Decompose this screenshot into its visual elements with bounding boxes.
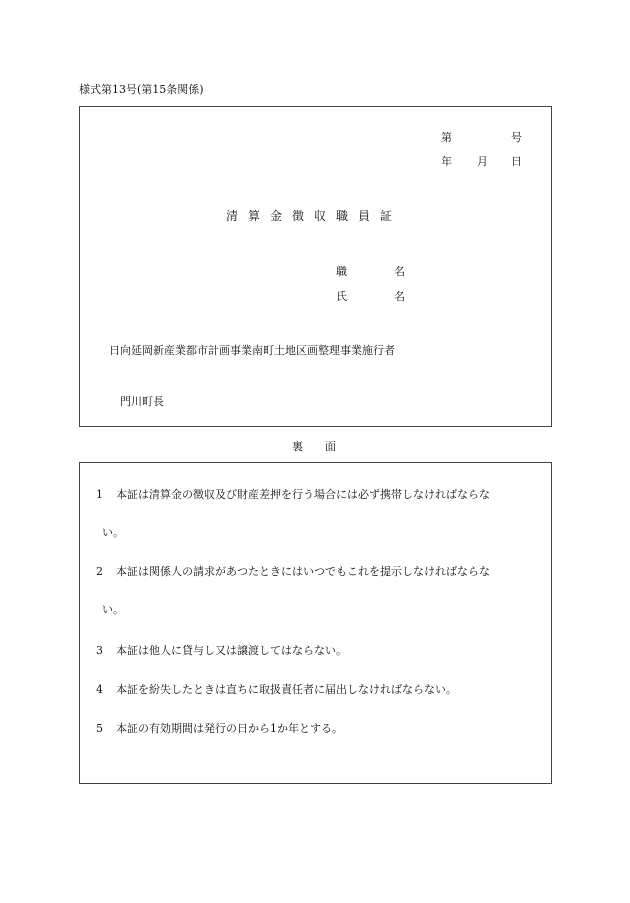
- item-text: 本証は関係人の請求があつたときにはいつでもこれを提示しなければならな: [116, 565, 490, 578]
- item-text: 本証を紛失したときは直ちに取扱責任者に届出しなければならない。: [116, 683, 457, 696]
- item-number: 2: [96, 565, 103, 578]
- mayor: 門川町長: [120, 395, 164, 408]
- list-item: [96, 681, 457, 697]
- back-heading: 裏 面: [292, 440, 336, 453]
- item-number: 4: [96, 683, 103, 696]
- item-text: 本証の有効期間は発行の日から1か年とする。: [116, 722, 343, 735]
- name-label-2: 名: [394, 290, 405, 303]
- item-text-cont: い。: [102, 603, 124, 616]
- date-month: 月: [477, 155, 488, 168]
- name-label-1: 氏: [336, 290, 347, 303]
- form-label: 様式第13号(第15条関係): [79, 83, 204, 96]
- list-item-continuation: [102, 601, 124, 617]
- item-text: 本証は他人に貸与し又は譲渡してはならない。: [116, 644, 347, 657]
- date-year: 年: [441, 155, 452, 168]
- list-item: [96, 563, 490, 579]
- list-item: [96, 642, 347, 658]
- item-number: 5: [96, 722, 103, 735]
- item-text-cont: い。: [102, 526, 124, 539]
- list-item: [96, 486, 490, 502]
- position-label-1: 職: [336, 265, 347, 278]
- item-number: 3: [96, 644, 103, 657]
- date-day: 日: [511, 155, 522, 168]
- item-text: 本証は清算金の徴収及び財産差押を行う場合には必ず携帯しなければならな: [116, 488, 490, 501]
- list-item-continuation: [102, 524, 124, 540]
- card-title: 清算金徴収職員証: [226, 209, 403, 223]
- issuer: 日向延岡新産業都市計画事業南町土地区画整理事業施行者: [109, 344, 395, 357]
- item-number: 1: [96, 488, 103, 501]
- position-label-2: 名: [394, 265, 405, 278]
- number-suffix: 号: [511, 131, 522, 144]
- list-item: [96, 720, 343, 736]
- number-prefix: 第: [441, 131, 452, 144]
